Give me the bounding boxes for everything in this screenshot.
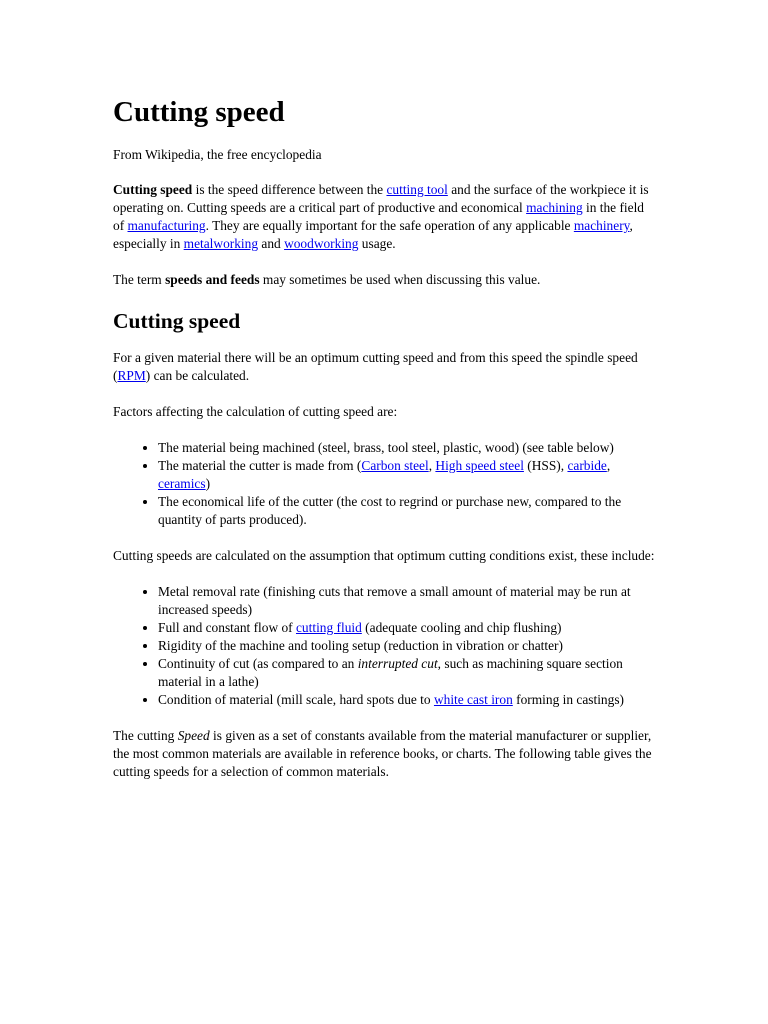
list-item-text: ,: [428, 458, 436, 473]
link-machinery[interactable]: machinery: [573, 218, 630, 233]
list-item-text: Full and constant flow of: [158, 620, 296, 635]
assumption-intro: Cutting speeds are calculated on the assumption that optimum cutting conditions exist, these include:: [113, 548, 655, 563]
page-subtitle: From Wikipedia, the free encyclopedia: [113, 147, 322, 162]
list-item-text: (adequate cooling and chip flushing): [361, 620, 562, 635]
intro-bold-term: Cutting speed: [113, 182, 193, 197]
factors-intro: Factors affecting the calculation of cutting speed are:: [113, 404, 398, 419]
term-text: may sometimes be used when discussing this value.: [259, 272, 541, 287]
link-white-cast-iron[interactable]: white cast iron: [433, 692, 513, 707]
list-item: • The material being machined (steel, brass, tool steel, plastic, wood) (see table below): [158, 439, 658, 457]
optimum-text: ) can be calculated.: [145, 368, 250, 383]
link-high-speed-steel[interactable]: High speed steel: [435, 458, 524, 473]
intro-text: and the surface of the workpiece it is operating on. Cutting speeds are a critical part of productive and economical: [113, 182, 649, 215]
closing-text: is given as a set of constants available from the material manufacturer or supplier, the most common materials are available in reference books, or charts. The following table gives the cutting speeds for a selection of common materials.: [113, 728, 652, 779]
list-item: • Metal removal rate (finishing cuts that remove a small amount of material may be run at increased speeds): [158, 583, 658, 619]
term-paragraph: [113, 271, 658, 289]
list-item: • The economical life of the cutter (the cost to regrind or purchase new, compared to the quantity of parts produced).: [158, 493, 658, 529]
intro-text: , especially in: [113, 218, 633, 251]
list-item-text: ): [205, 476, 211, 491]
page-title: Cutting speed: [113, 96, 285, 128]
term-bold: speeds and feeds: [165, 272, 260, 287]
link-metalworking[interactable]: metalworking: [183, 236, 259, 251]
list-item-text: (HSS),: [523, 458, 568, 473]
list-item: [158, 691, 658, 709]
italic-term: Speed: [177, 728, 210, 743]
link-cutting-tool[interactable]: cutting tool: [386, 182, 448, 197]
list-item-text: , such as machining square section material in a lathe): [158, 656, 623, 689]
section-heading: Cutting speed: [113, 309, 241, 333]
list-item-text: ,: [606, 458, 611, 473]
intro-text: and: [258, 236, 285, 251]
list-item-text: Condition of material (mill scale, hard spots due to: [158, 692, 434, 707]
list-item: [158, 457, 658, 493]
intro-text: is the speed difference between the: [192, 182, 387, 197]
intro-text: usage.: [358, 236, 396, 251]
list-item: [158, 619, 658, 637]
list-item: [158, 655, 658, 691]
optimum-text: For a given material there will be an optimum cutting speed and from this speed the spindle speed (: [113, 350, 638, 383]
article-body: [113, 181, 658, 799]
link-cutting-fluid[interactable]: cutting fluid: [295, 620, 362, 635]
intro-paragraph: [113, 181, 658, 253]
list-item-text: Continuity of cut (as compared to an: [158, 656, 358, 671]
list-item-text: forming in castings): [512, 692, 624, 707]
closing-text: The cutting: [113, 728, 178, 743]
conditions-list: [113, 583, 658, 709]
optimum-paragraph: [113, 349, 658, 385]
italic-term: interrupted cut: [357, 656, 438, 671]
term-text: The term: [113, 272, 166, 287]
link-manufacturing[interactable]: manufacturing: [127, 218, 206, 233]
closing-paragraph: [113, 727, 658, 781]
intro-text: . They are equally important for the safe operation of any applicable: [205, 218, 574, 233]
list-item-text: The material the cutter is made from (: [158, 458, 362, 473]
factors-list: [113, 439, 658, 529]
list-item: • Rigidity of the machine and tooling setup (reduction in vibration or chatter): [158, 637, 658, 655]
link-carbide[interactable]: carbide: [567, 458, 607, 473]
link-rpm[interactable]: RPM: [117, 368, 146, 383]
link-woodworking[interactable]: woodworking: [284, 236, 359, 251]
link-machining[interactable]: machining: [526, 200, 583, 215]
link-carbon-steel[interactable]: Carbon steel: [361, 458, 429, 473]
link-ceramics[interactable]: ceramics: [158, 476, 206, 491]
intro-text: in the field of: [113, 200, 644, 233]
